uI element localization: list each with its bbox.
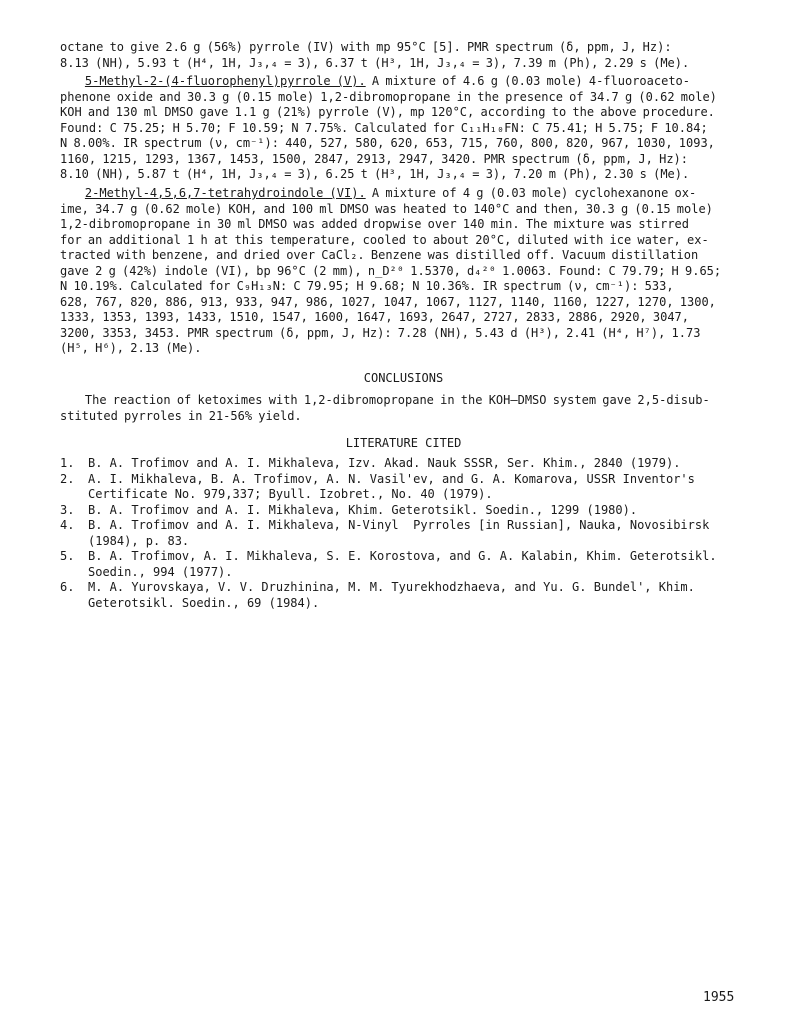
compound-v-intro: A mixture of 4.6 g (0.03 mole) 4-fluoroaceto-: [365, 74, 691, 88]
reference-item: [60, 580, 760, 611]
reference-item: [60, 518, 760, 549]
reference-number: 6.: [60, 580, 75, 594]
text-line: 3200, 3353, 3453. PMR spectrum (δ, ppm, J, Hz): 7.28 (NH), 5.43 d (H³), 2.41 (H⁴, H⁷), 1.73: [60, 325, 701, 340]
compound-vi-title: 2-Methyl-4,5,6,7-tetrahydroindole (VI).: [84, 186, 366, 200]
text-line: octane to give 2.6 g (56%) pyrrole (IV) with mp 95°C [5]. PMR spectrum (δ, ppm, J, Hz):: [60, 40, 672, 54]
reference-text: B. A. Trofimov and A. I. Mikhaleva, N-Vinyl Pyrroles [in Russian], Nauka, Novosibirsk: [88, 518, 710, 532]
text-line: tracted with benzene, and dried over CaCl₂. Benzene was distilled off. Vacuum distillation: [60, 248, 699, 262]
paragraph-conclusions: [60, 393, 750, 424]
text-line: N 8.00%. IR spectrum (ν, cm⁻¹): 440, 527, 580, 620, 653, 715, 760, 800, 820, 967, 1030, 1093,: [60, 136, 715, 150]
text-line: ime, 34.7 g (0.62 mole) KOH, and 100 ml DMSO was heated to 140°C and then, 30.3 g (0.15 mole): [60, 201, 713, 216]
text-line: N 10.19%. Calculated for C₉H₁₃N: C 79.95; H 9.68; N 10.36%. IR spectrum (ν, cm⁻¹): 533,: [60, 279, 674, 293]
text-line: 1333, 1353, 1393, 1433, 1510, 1547, 1600, 1647, 1693, 2647, 2727, 2833, 2886, 2920, 3047,: [60, 310, 689, 324]
reference-text: B. A. Trofimov, A. I. Mikhaleva, S. E. Korostova, and G. A. Kalabin, Khim. Geterotsikl.: [88, 549, 717, 563]
reference-number: 1.: [60, 456, 75, 470]
reference-number: 4.: [60, 518, 75, 532]
text-line: 628, 767, 820, 886, 913, 933, 947, 986, 1027, 1047, 1067, 1127, 1140, 1160, 1227, 1270, 1300,: [60, 294, 716, 309]
text-line: 8.10 (NH), 5.87 t (H⁴, 1H, J₃,₄ = 3), 6.25 t (H³, 1H, J₃,₄ = 3), 7.20 m (Ph), 2.30 s (Me).: [60, 167, 690, 181]
paragraph-compound-v: [60, 74, 750, 183]
paragraph-compound-vi: [60, 186, 750, 357]
text-line: The reaction of ketoximes with 1,2-dibromopropane in the KOH–DMSO system gave 2,5-disub-: [60, 393, 710, 407]
reference-item: [60, 472, 760, 503]
reference-list: [60, 456, 760, 611]
reference-text: Soedin., 994 (1977).: [88, 564, 233, 579]
reference-text: Certificate No. 979,337; Byull. Izobret., No. 40 (1979).: [88, 487, 493, 501]
text-line: [60, 74, 750, 90]
reference-text: A. I. Mikhaleva, B. A. Trofimov, A. N. Vasil'ev, and G. A. Komarova, USSR Inventor's: [88, 471, 695, 486]
reference-text: M. A. Yurovskaya, V. V. Druzhinina, M. M. Tyurekhodzhaeva, and Yu. G. Bundel', Khim.: [88, 580, 695, 594]
text-line: 1160, 1215, 1293, 1367, 1453, 1500, 2847, 2913, 2947, 3420. PMR spectrum (δ, ppm, J, Hz):: [60, 151, 688, 166]
text-line: KOH and 130 ml DMSO gave 1.1 g (21%) pyrrole (V), mp 120°C, according to the above procedure.: [60, 105, 715, 119]
text-line: 1,2-dibromopropane in 30 ml DMSO was added dropwise over 140 min. The mixture was stirred: [60, 217, 689, 231]
reference-text: Geterotsikl. Soedin., 69 (1984).: [88, 595, 320, 610]
text-line: Found: C 75.25; H 5.70; F 10.59; N 7.75%. Calculated for C₁₁H₁₀FN: C 75.41; H 5.75; F 10.84;: [60, 120, 708, 135]
paragraph-pyrrole-iv-end: [60, 40, 750, 71]
reference-number: 5.: [60, 549, 75, 563]
reference-item: [60, 549, 760, 580]
reference-number: 3.: [60, 502, 75, 517]
compound-v-title: 5-Methyl-2-(4-fluorophenyl)pyrrole (V).: [84, 74, 366, 88]
conclusions-heading: CONCLUSIONS: [363, 371, 444, 385]
text-line: 8.13 (NH), 5.93 t (H⁴, 1H, J₃,₄ = 3), 6.37 t (H³, 1H, J₃,₄ = 3), 7.39 m (Ph), 2.29 s (Me).: [60, 55, 690, 70]
reference-text: B. A. Trofimov and A. I. Mikhaleva, Khim. Geterotsikl. Soedin., 1299 (1980).: [88, 502, 638, 517]
text-line: (H⁵, H⁶), 2.13 (Me).: [60, 341, 202, 355]
text-line: for an additional 1 h at this temperature, cooled to about 20°C, diluted with ice water, ex-: [60, 232, 709, 247]
reference-text: B. A. Trofimov and A. I. Mikhaleva, Izv. Akad. Nauk SSSR, Ser. Khim., 2840 (1979).: [88, 456, 681, 470]
page-number: 1955: [703, 990, 735, 1005]
text-line: stituted pyrroles in 21-56% yield.: [60, 408, 302, 423]
compound-vi-intro: A mixture of 4 g (0.03 mole) cyclohexanone ox-: [365, 186, 697, 200]
text-line: gave 2 g (42%) indole (VI), bp 96°C (2 mm), n_D²⁰ 1.5370, d₄²⁰ 1.0063. Found: C 79.79; H 9.65;: [60, 263, 722, 278]
literature-heading: LITERATURE CITED: [345, 436, 462, 450]
reference-item: [60, 456, 760, 472]
reference-item: [60, 503, 760, 519]
reference-number: 2.: [60, 471, 75, 486]
text-line: [60, 186, 750, 202]
text-line: phenone oxide and 30.3 g (0.15 mole) 1,2-dibromopropane in the presence of 34.7 g (0.62 mole): [60, 89, 717, 104]
reference-text: (1984), p. 83.: [88, 533, 190, 548]
